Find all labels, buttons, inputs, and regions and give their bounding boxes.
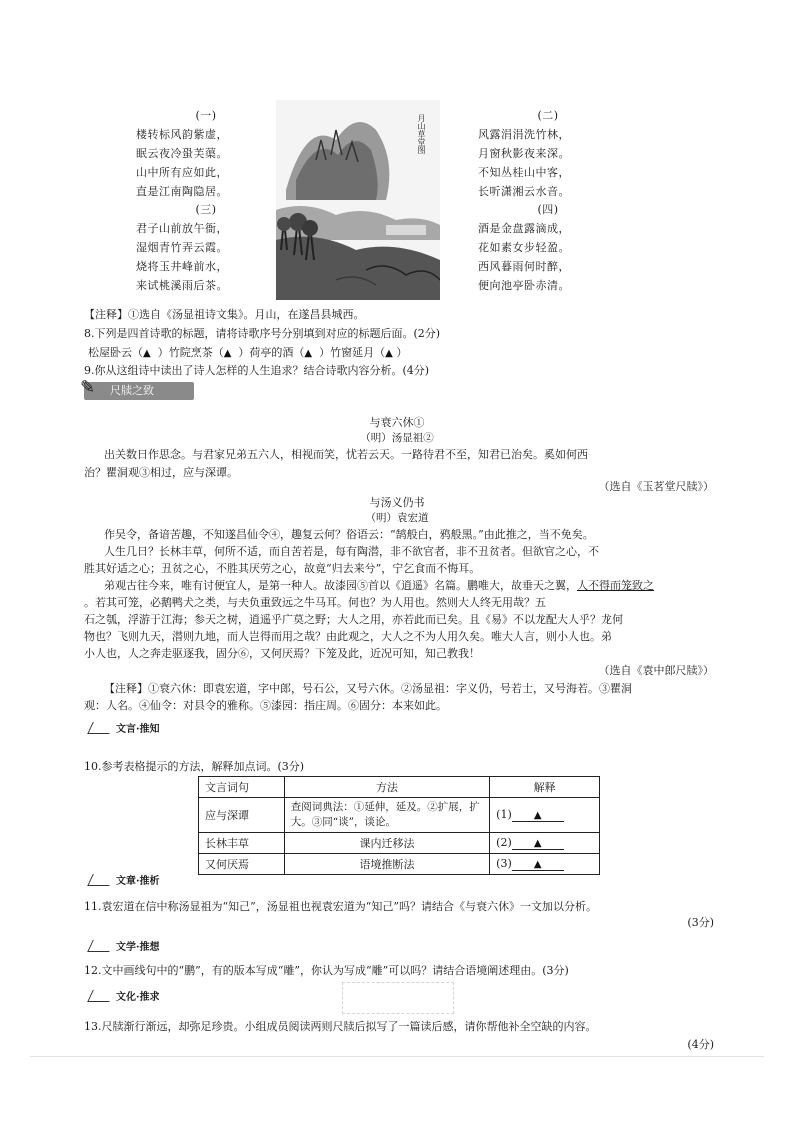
bleed-through-box [342,982,454,1014]
section-header [80,377,194,400]
poem-1 [136,106,286,201]
section-tag [90,938,159,953]
note-1: 【注释】①选自《汤显祖诗文集》。月山，在遂昌县城西。 [84,308,365,321]
title-blank-label: ） [396,346,408,359]
poem-number: (一) [195,109,217,122]
question-11: 11.袁宏道在信中称汤显祖为“知己”，汤显祖也视袁宏道为“知己”吗？请结合《与衰六休》一文加以分析。 [84,900,597,913]
question-9: 9.你从这组诗中读出了诗人怎样的人生追求？结合诗歌内容分析。(4分) [84,364,430,377]
letter-2-paragraph: 石之瓠，浮游于江海；参天之树，逍遥乎广莫之野；大人之用，亦若此而已矣。且《易》不以龙配大人乎？龙何 [84,613,623,626]
answer-number: (1) [496,808,512,821]
table-cell-answer [490,798,600,833]
answer-number: (2) [496,836,512,849]
section-tag [90,720,159,735]
brush-stroke-icon [87,722,115,734]
table-cell-phrase: 应与深谭 [199,798,285,833]
table-cell-method: 课内迁移法 [284,833,489,854]
table-cell-method: 语境推断法 [284,854,489,875]
table-cell-method: 查阅词典法：①延伸，延及。②扩展，扩大。③同“谈”，谈论。 [284,798,489,833]
table-header: 文言词句 [199,777,285,798]
note-2-continued: 观：人名。④仙令：对县令的雅称。⑤漆园：指庄周。⑥固分：本来如此。 [84,699,447,712]
poem-line: 君子山前放午衙， [136,222,228,235]
text-segment: 弟观古往今来，唯有讨便宜人，是第一种人。故漆园⑤首以《逍遥》名篇。鹏唯大，故垂天之翼， [104,579,577,592]
poem-line: 山中所有应如此， [136,166,228,179]
landscape-painting [276,100,440,300]
title-blank-label: ）竹院烹茶（ [157,346,224,359]
poem-line: 眠云夜冷蛩芙蕖。 [136,147,228,160]
poem-line: 来试桃溪雨后茶。 [136,279,228,292]
question-13: 13.尺牍渐行渐远，却弥足珍贵。小组成员阅读两则尺牍后拟写了一篇读后感，请你帮他补全空缺的内容。 [84,1020,597,1033]
triangle-icon: ▲ [385,348,393,359]
triangle-icon: ▲ [143,348,151,359]
title-blank-label: ）竹窗延月（ [319,346,386,359]
table-cell-answer [490,833,600,854]
brush-stroke-icon [87,940,115,952]
question-10: 10.参考表格提示的方法，解释加点词。(3分) [84,760,305,773]
question-8: 8.下列是四首诗歌的标题，请将诗歌序号分别填到对应的标题后面。(2分) [84,327,441,340]
letter-2-author: （明）袁宏道 [365,512,429,524]
page-divider [30,1056,764,1057]
poem-line: 西风暮雨何时醉， [478,260,570,273]
poem-number: (四) [537,203,559,216]
poem-line: 酒是金盘露滴成， [478,222,570,235]
title-blank-label: 松屋卧云（ [88,346,143,359]
letter-2-title: 与汤义仍书 [369,496,425,509]
question-12: 12.文中画线句中的“鹏”，有的版本写成“雕”，你认为写成“雕”可以吗？请结合语境阐述理由。(3分) [84,964,569,977]
table-cell-answer [490,854,600,875]
poem-line: 花如素女步轻盈。 [478,241,570,254]
brush-icon: ✎ [80,377,96,398]
tag-label: 文章·推析 [116,876,160,887]
poem-line: 楼转标风韵紫虚， [136,128,228,141]
question-8-blanks [88,344,407,360]
letter-1-author: （明）汤显祖② [360,432,434,444]
section-title: 尺牍之致 [110,384,154,397]
section-tag [90,872,159,887]
brush-stroke-icon [87,990,115,1002]
poem-4 [478,200,628,295]
triangle-icon: ▲ [304,348,313,359]
poem-line: 便向池亭卧赤清。 [478,279,570,292]
answer-number: (3) [496,857,512,870]
table-cell-phrase: 又何厌焉 [199,854,285,875]
table-header-row [199,777,600,798]
question-13-score: (4分) [687,1038,714,1051]
poem-line: 风露涓涓洗竹林， [478,128,570,141]
table-header: 解释 [490,777,600,798]
letter-1-paragraph: 出关数日作思念。与君家兄弟五六人，相视而笑，忧若云天。一路待君不至，知君已治矣。奚如何西 [104,448,588,461]
title-blank-label: ）荷亭的酒（ [238,346,305,359]
tag-label: 文化·推求 [116,992,160,1003]
poem-3 [136,200,286,295]
poem-line: 月窗秋影夜来深。 [478,147,570,160]
underlined-sentence: 人不得而笼致之 [577,579,654,592]
answer-blank[interactable]: ▲ [512,810,564,822]
question-11-score: (3分) [687,916,714,929]
tag-label: 文言·推知 [116,724,160,735]
letter-2-source: （选自《袁中郎尺牍》） [598,664,714,677]
note-2: 【注释】①衰六休：即袁宏道，字中郎，号石公，又号六休。②汤显祖：字义仍，号若士，又号海若。③瞿洞 [104,682,632,695]
letter-1-title: 与衰六休① [369,416,425,429]
tag-label: 文学·推想 [116,942,160,953]
letter-2-paragraph: 物也？飞则九天，潜则九地，而人岂得而用之哉？由此观之，大人之不为人用久矣。唯大人言，则小人也。弟 [84,630,612,643]
table-cell-phrase: 长林丰草 [199,833,285,854]
table-row [199,798,600,833]
letter-1-paragraph: 治？瞿洞观③相过，应与深谭。 [84,466,238,479]
letter-2-paragraph: 人生几日？长林丰草，何所不适，而自苦若是，每有陶潜，非不欲官者，非不丑贫者。但欲官之心，不 [104,545,599,558]
table-header: 方法 [284,777,489,798]
letter-2-paragraph: 。若其可笼，必鹅鸭犬之类，与夫负重致远之牛马耳。何也？为人用也。然则大人终无用哉？五 [84,596,546,609]
letter-2-paragraph: 小人也，人之奔走驱逐我，固分⑥，又何厌焉？下笼及此，近况可知，知己教我！ [84,647,480,660]
letter-2-paragraph: 胜其好适之心；丑贫之心，不胜其厌劳之心，故竟“归去来兮”，宁乞食而不悔耳。 [84,562,481,575]
poem-line: 直是江南陶隐居。 [136,185,228,198]
poem-number: (二) [537,109,559,122]
poem-line: 不知丛桂山中客， [478,166,570,179]
poem-number: (三) [195,203,217,216]
poem-2 [478,106,628,201]
painting-label: 月山草堂图 [417,114,426,154]
brush-stroke-icon [87,874,115,886]
letter-2-paragraph [104,577,654,593]
table-row [199,854,600,875]
poem-line: 长听潇湘云水音。 [478,185,570,198]
triangle-icon: ▲ [223,348,232,359]
letter-2-paragraph: 作吴令，备谙苦趣，不知遂昌仙令④，趣复云何？俗语云：“鹄般白，鸦般黑。”由此推之，当不免矣。 [104,528,594,541]
table-row [199,833,600,854]
poem-line: 烧将玉井峰前水， [136,260,228,273]
poem-line: 湿烟青竹弄云霞。 [136,241,228,254]
letter-1-source: （选自《玉茗堂尺牍》） [598,480,714,493]
method-table [198,776,600,875]
answer-blank[interactable]: ▲ [512,859,564,871]
section-tag [90,988,159,1003]
answer-blank[interactable]: ▲ [512,838,564,850]
